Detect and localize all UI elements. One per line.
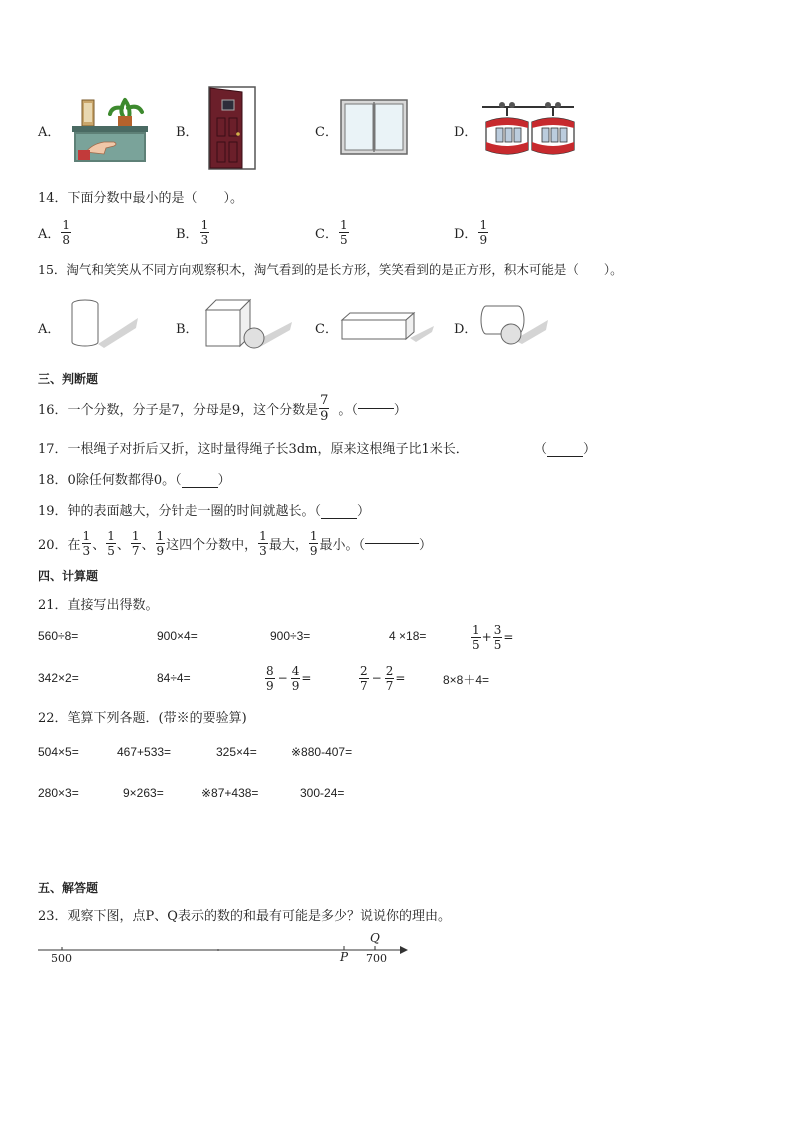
q15-option-a-letter: A． xyxy=(38,322,61,337)
q14-option-a[interactable] xyxy=(38,214,72,250)
q20-text-smallest: 最小。（ xyxy=(319,537,365,553)
q17-paren-open: （ xyxy=(534,442,548,457)
fraction: $\frac{1}{9}$ xyxy=(309,528,318,558)
q13-option-c-letter: C． xyxy=(315,125,338,140)
q21-fraction-expr[interactable] xyxy=(358,660,405,696)
section-heading-judgement: 三、判断题 xyxy=(38,372,99,386)
q17-answer xyxy=(534,438,596,457)
operator: − xyxy=(277,671,288,685)
q15-stem: 15．淘气和笑笑从不同方向观察积木，淘气看到的是长方形，笑笑看到的是正方形，积木可能是（ ）。 xyxy=(38,262,623,277)
fraction: $\frac{1}{7}$ xyxy=(131,528,140,558)
option-letter: B． xyxy=(176,226,199,242)
q17-text: 17．一根绳子对折后又折，这时量得绳子长3dm，原来这根绳子比1米长． xyxy=(38,442,469,457)
q21-expr[interactable]: 342×2= xyxy=(38,671,79,685)
option-letter: D． xyxy=(454,226,478,242)
q21-expr[interactable]: 900÷3= xyxy=(270,629,311,643)
q21-expr[interactable]: 4 ×18= xyxy=(389,629,427,643)
q20 xyxy=(38,525,432,561)
sliding-window-icon xyxy=(340,99,408,155)
q22-expr[interactable]: ※880-407= xyxy=(291,745,353,759)
section-heading-problems: 五、解答题 xyxy=(38,881,99,895)
section-heading-calculation: 四、计算题 xyxy=(38,569,99,583)
q22-expr[interactable]: 325×4= xyxy=(216,745,257,759)
q21-expr[interactable]: 8×8＋4= xyxy=(443,673,490,687)
q19-paren-close: ） xyxy=(357,504,371,519)
q20-paren-close: ） xyxy=(418,537,432,553)
number-line-point-q: Q xyxy=(370,931,380,945)
q13-option-a-letter: A． xyxy=(38,125,61,140)
q15-option-c-letter: C． xyxy=(315,322,338,337)
fraction: $\frac{2}{7}$ xyxy=(360,663,368,693)
q16-paren-close: ） xyxy=(393,402,407,418)
q17 xyxy=(38,438,469,457)
q21-expr[interactable]: 84÷4= xyxy=(157,671,191,685)
number-line-point-p: P xyxy=(340,950,349,964)
fraction: $\frac{1}{8}$ xyxy=(62,217,71,247)
number-line xyxy=(36,932,416,968)
q21-expr[interactable]: 560÷8= xyxy=(38,629,79,643)
equals: = xyxy=(503,630,514,644)
separator: 、 xyxy=(116,537,130,553)
q18-text: 18．0除任何数都得0。（ xyxy=(38,473,182,488)
q14-option-c[interactable] xyxy=(315,214,350,250)
fraction: $\frac{1}{5}$ xyxy=(472,622,480,652)
option-letter: A． xyxy=(38,226,61,242)
q22-expr[interactable]: ※87+438= xyxy=(201,786,259,800)
fraction: $\frac{1}{3}$ xyxy=(200,217,209,247)
q15-option-d-letter: D． xyxy=(454,322,478,337)
cube-icon xyxy=(204,298,294,352)
q22-stem: 22．笔算下列各题．(带※的要验算) xyxy=(38,711,247,726)
q22-expr[interactable]: 9×263= xyxy=(123,786,164,800)
fraction: $\frac{1}{5}$ xyxy=(107,528,115,558)
q17-paren-close: ） xyxy=(583,442,597,457)
q14-option-b[interactable] xyxy=(176,214,210,250)
cuboid-icon xyxy=(340,310,436,344)
q13-option-b-letter: B． xyxy=(176,125,199,140)
opening-door-icon xyxy=(208,86,258,170)
q13-option-d-letter: D． xyxy=(454,125,478,140)
q20-text: 20．在 xyxy=(38,537,81,553)
number-line-label-end: 700 xyxy=(366,952,387,965)
q23-stem: 23．观察下图，点P、Q表示的数的和最有可能是多少？说说你的理由。 xyxy=(38,909,451,924)
equals: = xyxy=(301,671,312,685)
q16-paren-open: 。（ xyxy=(338,402,358,418)
q21-stem: 21．直接写出得数。 xyxy=(38,598,159,613)
q22-expr[interactable]: 467+533= xyxy=(117,745,172,759)
q22-expr[interactable]: 280×3= xyxy=(38,786,79,800)
q16-text: 16．一个分数，分子是7，分母是9，这个分数是 xyxy=(38,402,319,418)
fraction: $\frac{1}{3}$ xyxy=(259,528,267,558)
fraction: $\frac{3}{5}$ xyxy=(493,622,502,652)
fraction: $\frac{8}{9}$ xyxy=(266,663,274,693)
q21-expr[interactable]: 900×4= xyxy=(157,629,198,643)
q20-answer-blank[interactable] xyxy=(365,543,419,544)
q22-expr[interactable]: 300-24= xyxy=(300,786,345,800)
fraction: $\frac{1}{5}$ xyxy=(339,217,348,247)
q19 xyxy=(38,500,370,519)
separator: 、 xyxy=(141,537,155,553)
operator: + xyxy=(481,630,492,644)
number-line-label-start: 500 xyxy=(51,952,72,965)
q21-fraction-expr[interactable] xyxy=(470,620,513,654)
separator: 、 xyxy=(92,537,106,553)
q15-option-b-letter: B． xyxy=(176,322,199,337)
q21-fraction-expr[interactable] xyxy=(264,660,311,696)
q17-answer-blank[interactable] xyxy=(547,438,583,457)
q18-answer-blank[interactable] xyxy=(182,469,218,488)
hand-pushing-drawer-icon xyxy=(70,94,152,166)
equals: = xyxy=(395,671,406,685)
cable-car-icon xyxy=(478,98,578,160)
q19-answer-blank[interactable] xyxy=(321,500,357,519)
q20-text-largest: 最大， xyxy=(268,537,308,553)
fraction: $\frac{1}{9}$ xyxy=(479,217,488,247)
fraction: $\frac{4}{9}$ xyxy=(291,663,300,693)
q14-stem: 14．下面分数中最小的是（ ）。 xyxy=(38,191,244,206)
option-letter: C． xyxy=(315,226,338,242)
q19-text: 19．钟的表面越大，分针走一圈的时间就越长。（ xyxy=(38,504,322,519)
q20-text-mid: 这四个分数中， xyxy=(166,537,258,553)
fraction: $\frac{2}{7}$ xyxy=(385,663,394,693)
lying-cylinder-icon xyxy=(478,300,550,348)
fraction: $\frac{1}{9}$ xyxy=(156,528,165,558)
q14-option-d[interactable] xyxy=(454,214,489,250)
q16-answer-blank[interactable] xyxy=(358,408,394,409)
operator: − xyxy=(371,671,382,685)
fraction: $\frac{1}{3}$ xyxy=(82,528,91,558)
q22-expr[interactable]: 504×5= xyxy=(38,745,79,759)
q16 xyxy=(38,390,407,426)
q18 xyxy=(38,469,231,488)
fraction: $\frac{7}{9}$ xyxy=(320,392,329,424)
cylinder-icon xyxy=(68,298,140,350)
q18-paren-close: ） xyxy=(217,473,231,488)
